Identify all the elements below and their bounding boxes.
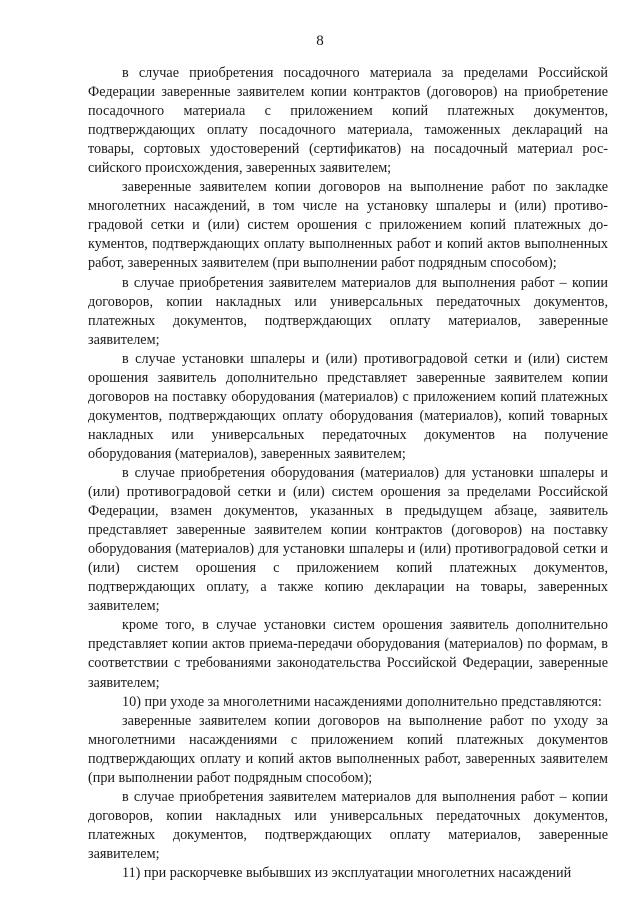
paragraph-item-11: 11) при раскорчевке выбывших из эксплуатации многолетних насаждений [122, 864, 572, 881]
paragraph-materials-purchase: в случае приобретения заявителем материалов для выполнения работ – копии договоров, копии накладных или универсальных передаточных документов, платежных документов, подтверждающих оплату материалов, заверенные заявителем; [88, 274, 608, 348]
paragraph-trellis-installation: в случае установки шпалеры и (или) противоградовой сетки и (или) систем орошения заявитель дополнительно представляет заверенные заявителем копии договоров на поставку оборудования (материалов) с приложением копий платежных документов, подтверждающих оплату оборудования (материалов), копий товарных накладных или универсальных передаточных документов на получение оборудования (материалов), заверенных заявителем; [88, 350, 608, 462]
body-text [88, 64, 608, 883]
paragraph-foreign-equipment: в случае приобретения оборудования (материалов) для установки шпалеры и (или) противоградовой сетки и (или) систем орошения за пределами Российской Федерации, взамен документов, указанных в предыдущем абзаце, заявитель представляет заверенные заявителем копии контрактов (договоров) на поставку оборудования (материалов) для установки шпалеры и (или) противоградовой сетки и (или) систем орошения с приложением копий платежных документов, подтверждающих оплату, а также копию декларации на товары, заверенных заявителем; [88, 464, 608, 615]
paragraph-irrigation-acts: кроме того, в случае установки систем орошения заявитель дополнительно представляет копии актов приема-передачи оборудования (материалов) по формам, в соответствии с требованиями законодательства Российской Федерации, заверенные заявителем; [88, 617, 608, 691]
paragraph-item-10: 10) при уходе за многолетними насаждениями дополнительно представляются: [122, 693, 602, 710]
page-number: 8 [316, 33, 324, 49]
paragraph-planting-contracts: заверенные заявителем копии договоров на выполнение работ по закладке многолетних насаждений, в том числе на установку шпалеры и (или) противоградовой сетки и (или) систем орошения с приложением копий платежных документов, подтверждающих оплату выполненных работ и копий актов выполненных работ, заверенных заявителем (при выполнении работ подрядным способом); [88, 179, 608, 272]
paragraph-foreign-planting-material: в случае приобретения посадочного материала за пределами Российской Федерации заверенные заявителем копии контрактов (договоров) на приобретение посадочного материала с приложением копий платежных документов, подтверждающих оплату посадочного материала, таможенных деклараций на товары, сортовых удостоверений (сертификатов) на посадочный материал российского происхождения, заверенных заявителем; [88, 65, 608, 177]
paragraph-care-contracts: заверенные заявителем копии договоров на выполнение работ по уходу за многолетними насаждениями с приложением копий платежных документов подтверждающих оплату и копий актов выполненных работ, заверенных заявителем (при выполнении работ подрядным способом); [88, 712, 608, 786]
paragraph-care-materials: в случае приобретения заявителем материалов для выполнения работ – копии договоров, копии накладных или универсальных передаточных документов, платежных документов, подтверждающих оплату материалов, заверенные заявителем; [88, 788, 608, 862]
